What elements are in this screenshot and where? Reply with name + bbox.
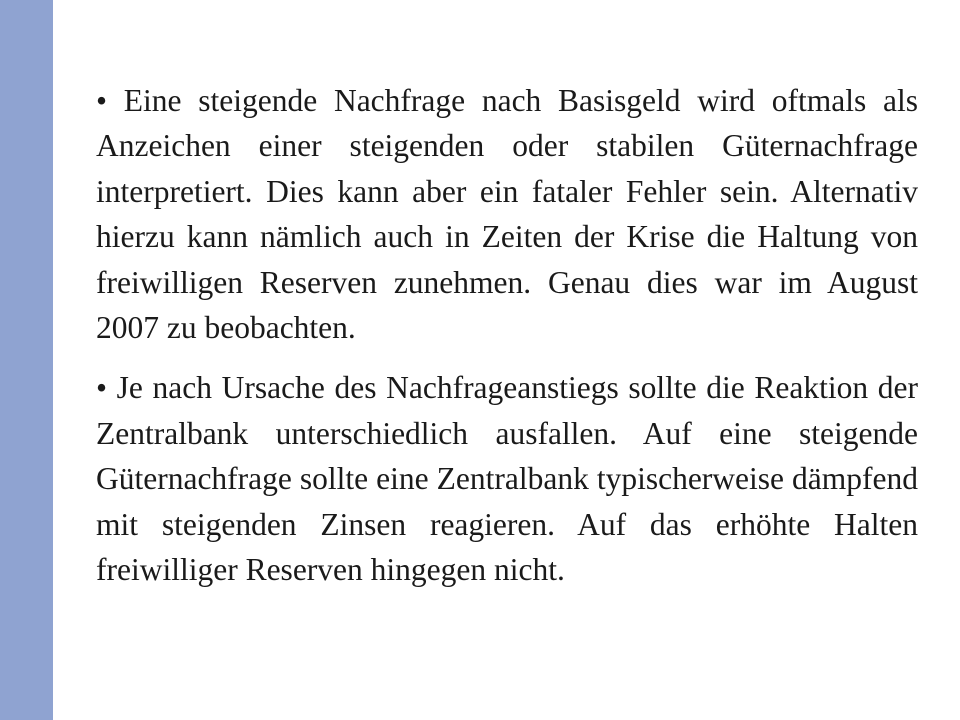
bullet-paragraph-2: • Je nach Ursache des Nachfrageanstiegs sollte die Reaktion der Zentralbank unterschiedlich ausfallen. Auf eine steigende Güternachfrage sollte eine Zentralbank typischerweise dämpfend mit steigenden Zinsen reagieren. Auf das erhöhte Halten freiwilliger Reserven hingegen nicht. [96,370,918,588]
slide-body [96,78,918,592]
left-accent-bar [0,0,53,720]
bullet-paragraph-1: • Eine steigende Nachfrage nach Basisgeld wird oftmals als Anzeichen einer steigenden oder stabilen Güternachfrage interpretiert. Dies kann aber ein fataler Fehler sein. Alternativ hierzu kann nämlich auch in Zeiten der Krise die Haltung von freiwilligen Reserven zunehmen. Genau dies war im August 2007 zu beobachten. [96,83,918,346]
